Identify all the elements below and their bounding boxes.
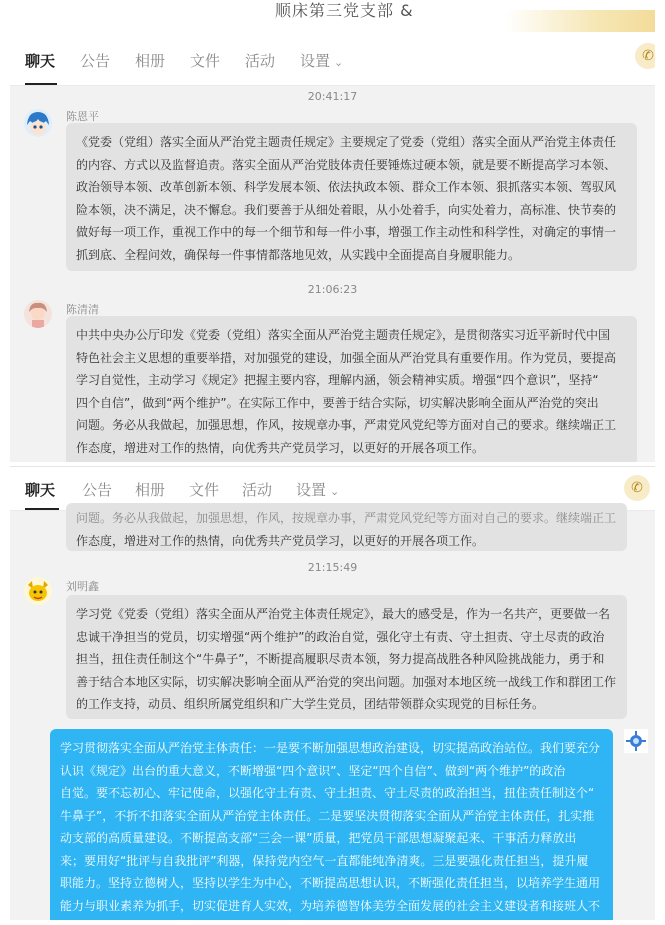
phone-icon: ✆ (642, 48, 654, 64)
message-line: 善于结合本地区实际，切实解决影响全面从严治党的突出问题。加强对本地区统一战线工作和群团工作 (76, 674, 617, 689)
message-line: 来；要用好“批评与自我批评”利器，保持党内空气一直都能纯净清爽。三是要强化责任担当，提升履 (60, 853, 589, 868)
avatar-cartoon-icon (24, 577, 52, 605)
message-line: 做好每一项工作，重视工作中的每一个细节和每一件小事，增强工作主动性和科学性，对确定的事情一 (76, 225, 617, 239)
avatar-anime-icon (24, 109, 52, 137)
active-tab-indicator (25, 508, 59, 510)
active-tab-indicator (25, 83, 57, 85)
avatar-self[interactable] (624, 729, 652, 757)
message-line: 险本领，决不满足，决不懈怠。我们要善于从细处着眼，从小处着手，向实处着力，高标准、快节奏的 (76, 202, 617, 217)
message-line: 中共中央办公厅印发《党委（党组）落实全面从严治党主题责任规定》，是贯彻落实习近平新时代中国 (76, 328, 611, 342)
message-bubble[interactable] (66, 123, 637, 271)
message-line: 学习党《党委（党组）落实全面从严治党主体责任规定》，最大的感受是，作为一名共产，更要做一名 (76, 607, 611, 621)
message-line: 自觉。要不忘初心、牢记使命，以强化守土有责、守土担责、守土尽责的政治担当，扭住责任制这个“ (60, 786, 595, 800)
avatar[interactable] (24, 577, 52, 605)
avatar-self-icon (624, 729, 648, 753)
tab-settings[interactable] (296, 479, 339, 500)
tab-settings-label: 设置 (296, 481, 327, 499)
tab-settings-label: 设置 (300, 52, 331, 70)
tab-album[interactable]: 相册 (135, 52, 166, 70)
message-line: 政治领导本领、改革创新本领、科学发展本领、依法执政本领、群众工作本领、狠抓落实本领、驾驭风 (76, 180, 617, 194)
phone-call-button[interactable] (635, 43, 655, 69)
tab-files[interactable]: 文件 (189, 481, 220, 499)
tab-files[interactable]: 文件 (190, 52, 221, 70)
message-line: 学习贯彻落实全面从严治党主体责任：一是要不断加强思想政治建设，切实提高政治站位。我们要充分 (60, 741, 601, 755)
chat-window-top (10, 0, 655, 462)
phone-call-button[interactable] (624, 475, 650, 501)
message-bubble-self[interactable] (50, 729, 613, 920)
message-line: 的内容、方式以及监督追责。落实全面从严治党肢体责任要锤炼过硬本领，就是要不断提高学习本领、 (76, 157, 617, 172)
message-line: 四个自信”，做到“两个维护”。在实际工作中，要善于结合实际，切实解决影响全面从严治党的突出 (76, 395, 599, 410)
chat-window-bottom (10, 466, 655, 920)
tab-settings[interactable] (300, 50, 343, 71)
message-bubble[interactable] (66, 595, 627, 719)
message-line: 作态度，增进对工作的热情，向优秀共产党员学习，以更好的开展各项工作。 (76, 440, 485, 455)
window-title-bar (10, 0, 655, 40)
tab-events[interactable]: 活动 (245, 52, 276, 70)
message-line: 的工作支持，动员、组织所属党组织和广大学生党员，团结带领群众实现党的目标任务。 (76, 697, 545, 711)
avatar-portrait-icon (24, 300, 52, 328)
sender-name: 陈恩平 (66, 110, 99, 123)
sender-name: 刘明鑫 (66, 580, 99, 593)
message-line: 能力与职业素养为抓手，切实促进育人实效，为培养德智体美劳全面发展的社会主义建设者和接班人不 (60, 898, 601, 913)
title-decoration (505, 10, 655, 32)
message-line: 担当，扭住责任制这个“牛鼻子”，不断提高履职尽责本领，努力提高战胜各种风险挑战能力，勇于和 (76, 652, 605, 666)
message-line: 职能力。坚持立德树人，坚持以学生为中心，不断提高思想认识，不断强化责任担当，以培养学生通用 (60, 876, 601, 890)
message-line: 抓到底、全程问效，确保每一件事情都落地见效，从实践中全面提高自身履职能力。 (76, 247, 521, 262)
message-line: 牛鼻子”，不折不扣落实全面从严治党主体责任。二是要坚决贯彻落实全面从严治党主体责任，扎实推 (60, 808, 595, 823)
chevron-down-icon: ⌄ (330, 485, 340, 498)
message-line: 认识《规定》出台的重大意义，不断增强“四个意识”、坚定“四个自信”、做到“两个维护”的政治 (60, 763, 566, 778)
group-title: 顺床第三党支部 & (275, 1, 414, 20)
tab-events[interactable]: 活动 (242, 481, 273, 499)
message-line: 学习自觉性，主动学习《规定》把握主要内容，理解内涵，领会精神实质。增强“四个意识”，坚持“ (76, 373, 599, 387)
sender-name: 陈清清 (66, 303, 99, 316)
message-line: 作态度，增进对工作的热情，向优秀共产党员学习，以更好的开展各项工作。 (76, 533, 485, 548)
message-timestamp: 21:15:49 (307, 561, 358, 574)
message-line: 动支部的高质量建设。不断提高支部“三会一课”质量，把党员干部思想凝聚起来、干事活力释放出 (60, 831, 577, 845)
chevron-down-icon: ⌄ (334, 56, 344, 69)
avatar[interactable] (24, 300, 52, 328)
message-timestamp: 21:06:23 (307, 283, 358, 296)
avatar[interactable] (24, 109, 52, 137)
message-bubble-partial[interactable] (66, 503, 627, 551)
tab-bar (10, 40, 655, 86)
phone-icon: ✆ (631, 480, 643, 496)
tab-chat[interactable]: 聊天 (25, 52, 56, 70)
tab-notice[interactable]: 公告 (82, 481, 113, 499)
tab-chat[interactable]: 聊天 (25, 481, 56, 499)
message-line: 忠诚干净担当的党员，切实增强“两个维护”的政治自觉，强化守土有责、守土担责、守土尽责的政治 (76, 629, 605, 644)
message-line: 问题。务必从我做起，加强思想，作风，按规章办事，严肃党风党纪等方面对自己的要求。继续端正工 (76, 418, 617, 432)
message-bubble[interactable] (66, 316, 637, 462)
tab-notice[interactable]: 公告 (80, 52, 111, 70)
message-line: 特色社会主义思想的重要举措，对加强党的建设，加强全面从严治党具有重要作用。作为党员，要提高 (76, 350, 617, 365)
message-line: 《党委（党组）落实全面从严治党主题责任规定》主要规定了党委（党组）落实全面从严治党主体责任 (76, 135, 617, 149)
tab-album[interactable]: 相册 (135, 481, 166, 499)
message-timestamp: 20:41:17 (307, 90, 358, 103)
message-line: 问题。务必从我做起，加强思想，作风，按规章办事，严肃党风党纪等方面对自己的要求。继续端正工 (76, 511, 617, 525)
